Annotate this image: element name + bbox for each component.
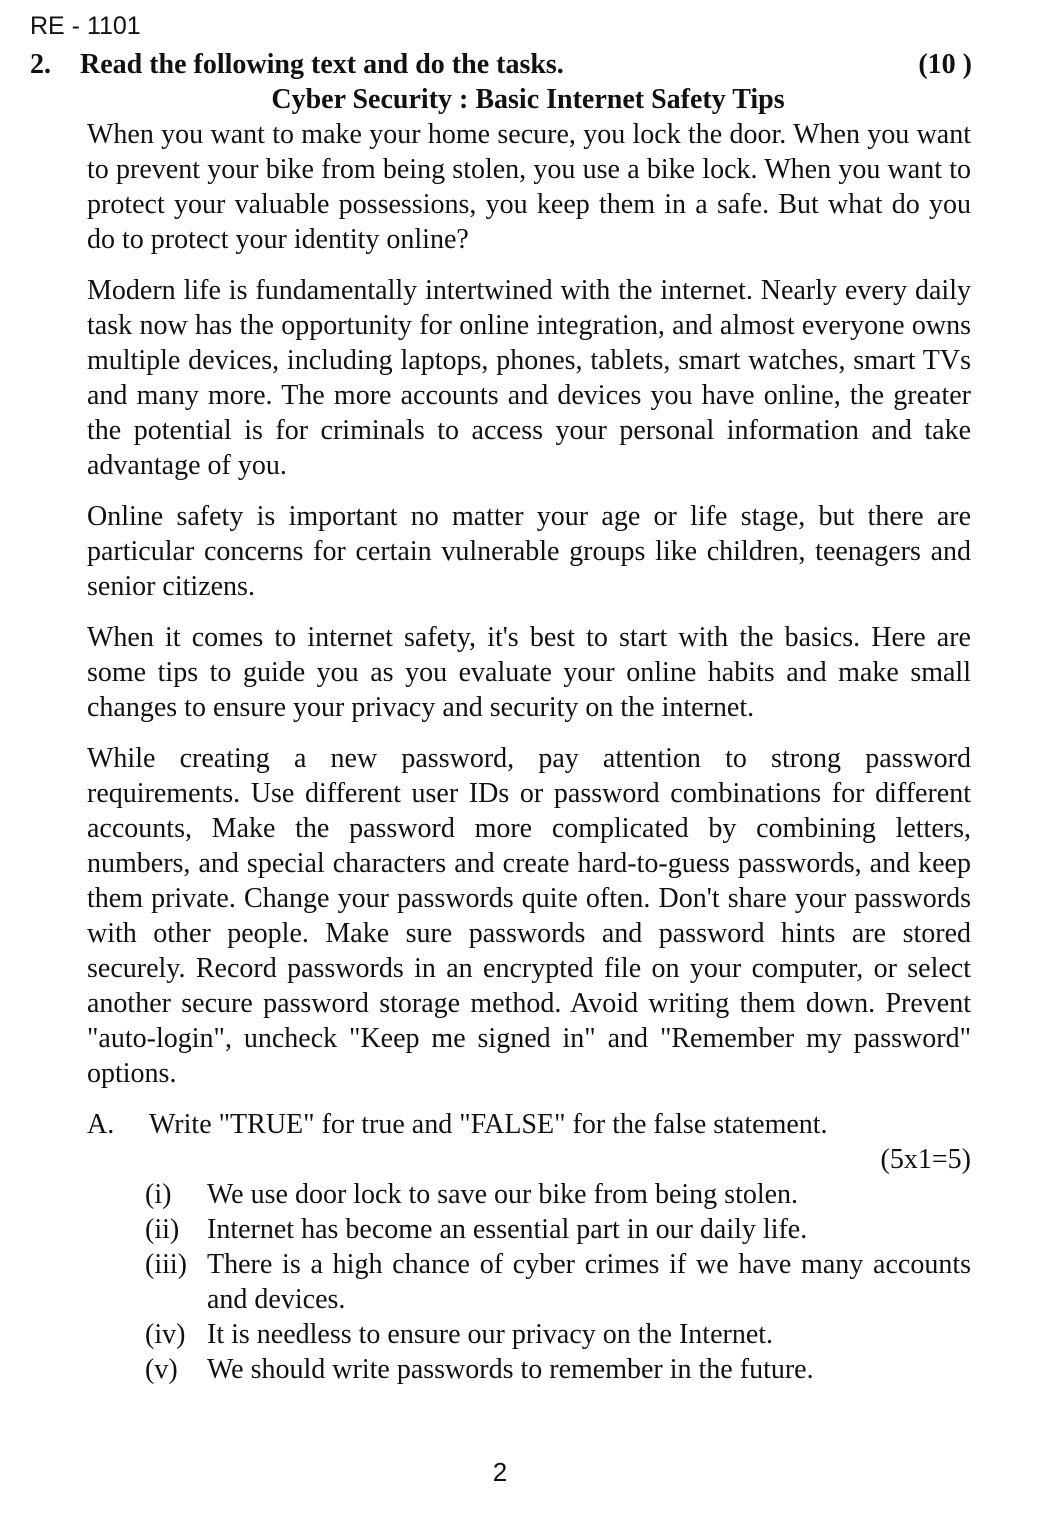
task-a-instruction: Write "TRUE" for true and "FALSE" for the false statement. — [149, 1109, 828, 1140]
passage-paragraph: Online safety is important no matter your age or life stage, but there are particular concerns for certain vulnerable groups like children, teenagers and senior citizens. — [87, 501, 971, 602]
task-a-label: A. — [87, 1109, 115, 1140]
question-number: 2. — [30, 49, 51, 80]
passage-paragraph: When it comes to internet safety, it's best to start with the basics. Here are some tips to guide you as you evaluate your online habits and make small changes to ensure your privacy and security on the internet. — [87, 622, 971, 723]
statement-text: There is a high chance of cyber crimes if we have many accounts and devices. — [207, 1249, 971, 1315]
statement-number: (ii) — [145, 1214, 180, 1245]
statement-number: (iv) — [145, 1319, 186, 1350]
page-number: 2 — [492, 1457, 508, 1487]
passage-title: Cyber Security : Basic Internet Safety Tips — [271, 84, 785, 115]
statement-text: Internet has become an essential part in our daily life. — [207, 1214, 808, 1245]
statement-number: (v) — [145, 1354, 178, 1385]
statement-text: We use door lock to save our bike from being stolen. — [207, 1179, 799, 1210]
passage-paragraph: Modern life is fundamentally intertwined with the internet. Nearly every daily task now has the opportunity for online integration, and almost everyone owns multiple devices, including laptops, phones, tablets, smart watches, smart TVs and many more. The more accounts and devices you have online, the greater the potential is for criminals to access your personal information and take advantage of you. — [87, 275, 971, 481]
statement-text: It is needless to ensure our privacy on the Internet. — [207, 1319, 774, 1350]
passage-paragraph: While creating a new password, pay attention to strong password requirements. Use different user IDs or password combinations for different accounts, Make the password more complicated by combining letters, numbers, and special characters and create hard-to-guess passwords, and keep them private. Change your passwords quite often. Don't share your passwords with other people. Make sure passwords and password hints are stored securely. Record passwords in an encrypted file on your computer, or select another secure password storage method. Avoid writing them down. Prevent "auto-login", uncheck "Keep me signed in" and "Remember my password" options. — [87, 743, 971, 1089]
statement-text: We should write passwords to remember in the future. — [207, 1354, 814, 1385]
question-instruction: Read the following text and do the tasks. — [80, 49, 564, 80]
question-marks: (10 ) — [918, 49, 972, 80]
passage-paragraph: When you want to make your home secure, you lock the door. When you want to prevent your bike from being stolen, you use a bike lock. When you want to protect your valuable possessions, you keep them in a safe. But what do you do to protect your identity online? — [87, 119, 971, 255]
statement-number: (iii) — [145, 1249, 187, 1280]
paper-code: RE - 1101 — [30, 12, 141, 40]
task-a-marks: (5x1=5) — [880, 1144, 971, 1175]
statement-number: (i) — [145, 1179, 172, 1210]
